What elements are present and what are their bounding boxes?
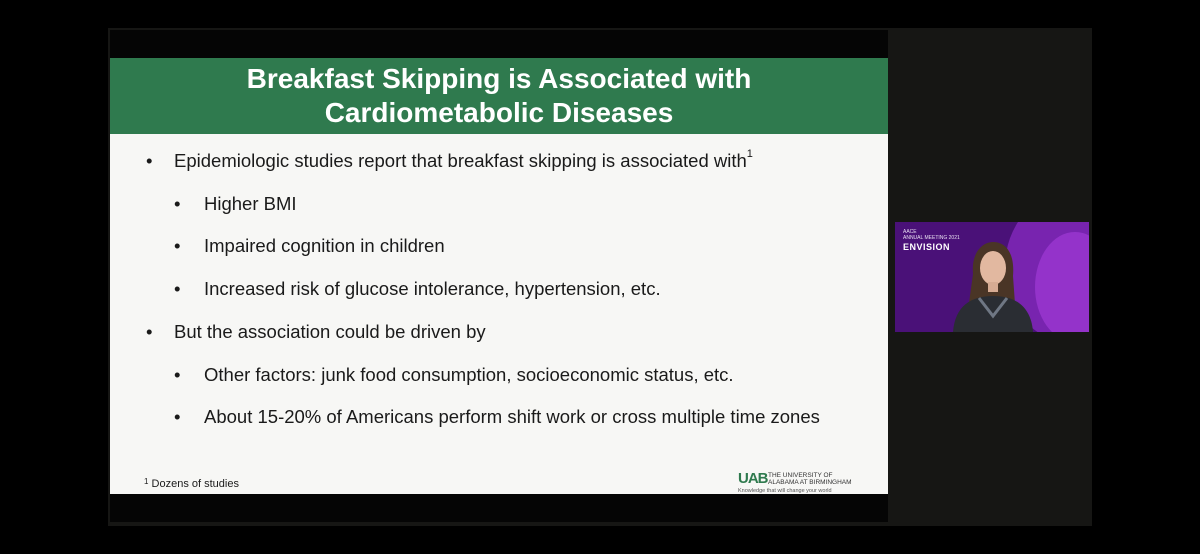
bullet-dot: • — [146, 150, 153, 171]
bullet-dot: • — [174, 406, 181, 427]
event-meeting: ANNUAL MEETING 2021 — [903, 235, 960, 241]
bullet-dot: • — [174, 364, 181, 385]
bullet-dot: • — [174, 193, 181, 214]
bullet-text: Higher BMI — [204, 193, 297, 214]
slide-title — [110, 58, 888, 134]
footnote-ref: 1 — [746, 148, 753, 160]
bullet-dot: • — [174, 235, 181, 256]
bullet-text: Impaired cognition in children — [204, 235, 445, 256]
logo-name: THE UNIVERSITY OF ALABAMA AT BIRMINGHAM — [768, 472, 852, 486]
slide-footnote — [144, 478, 239, 490]
event-name: ENVISION — [903, 242, 951, 252]
bullet-text: But the association could be driven by — [174, 321, 486, 342]
bullet-text: Other factors: junk food consumption, socioeconomic status, etc. — [204, 364, 734, 385]
bullet-text: Epidemiologic studies report that breakfast skipping is associated with — [174, 150, 747, 171]
footnote-text: Dozens of studies — [151, 478, 239, 490]
logo-mark: UAB — [738, 470, 768, 487]
bullet-text: About 15-20% of Americans perform shift work or cross multiple time zones — [204, 406, 820, 427]
bullet-dot: • — [146, 321, 153, 342]
uab-logo — [738, 472, 858, 492]
logo-tagline: Knowledge that will change your world — [738, 488, 832, 494]
bullet-text: Increased risk of glucose intolerance, hypertension, etc. — [204, 278, 661, 299]
footnote-mark: 1 — [144, 477, 149, 486]
speaker-video-tile[interactable] — [895, 222, 1089, 332]
speaker-silhouette — [935, 234, 1045, 332]
presentation-slide — [110, 58, 888, 494]
slide-title-line-2: Cardiometabolic Diseases — [324, 97, 674, 128]
event-org: AACE — [903, 229, 917, 235]
slide-title-line-1: Breakfast Skipping is Associated with — [246, 63, 752, 94]
bullet-dot: • — [174, 278, 181, 299]
